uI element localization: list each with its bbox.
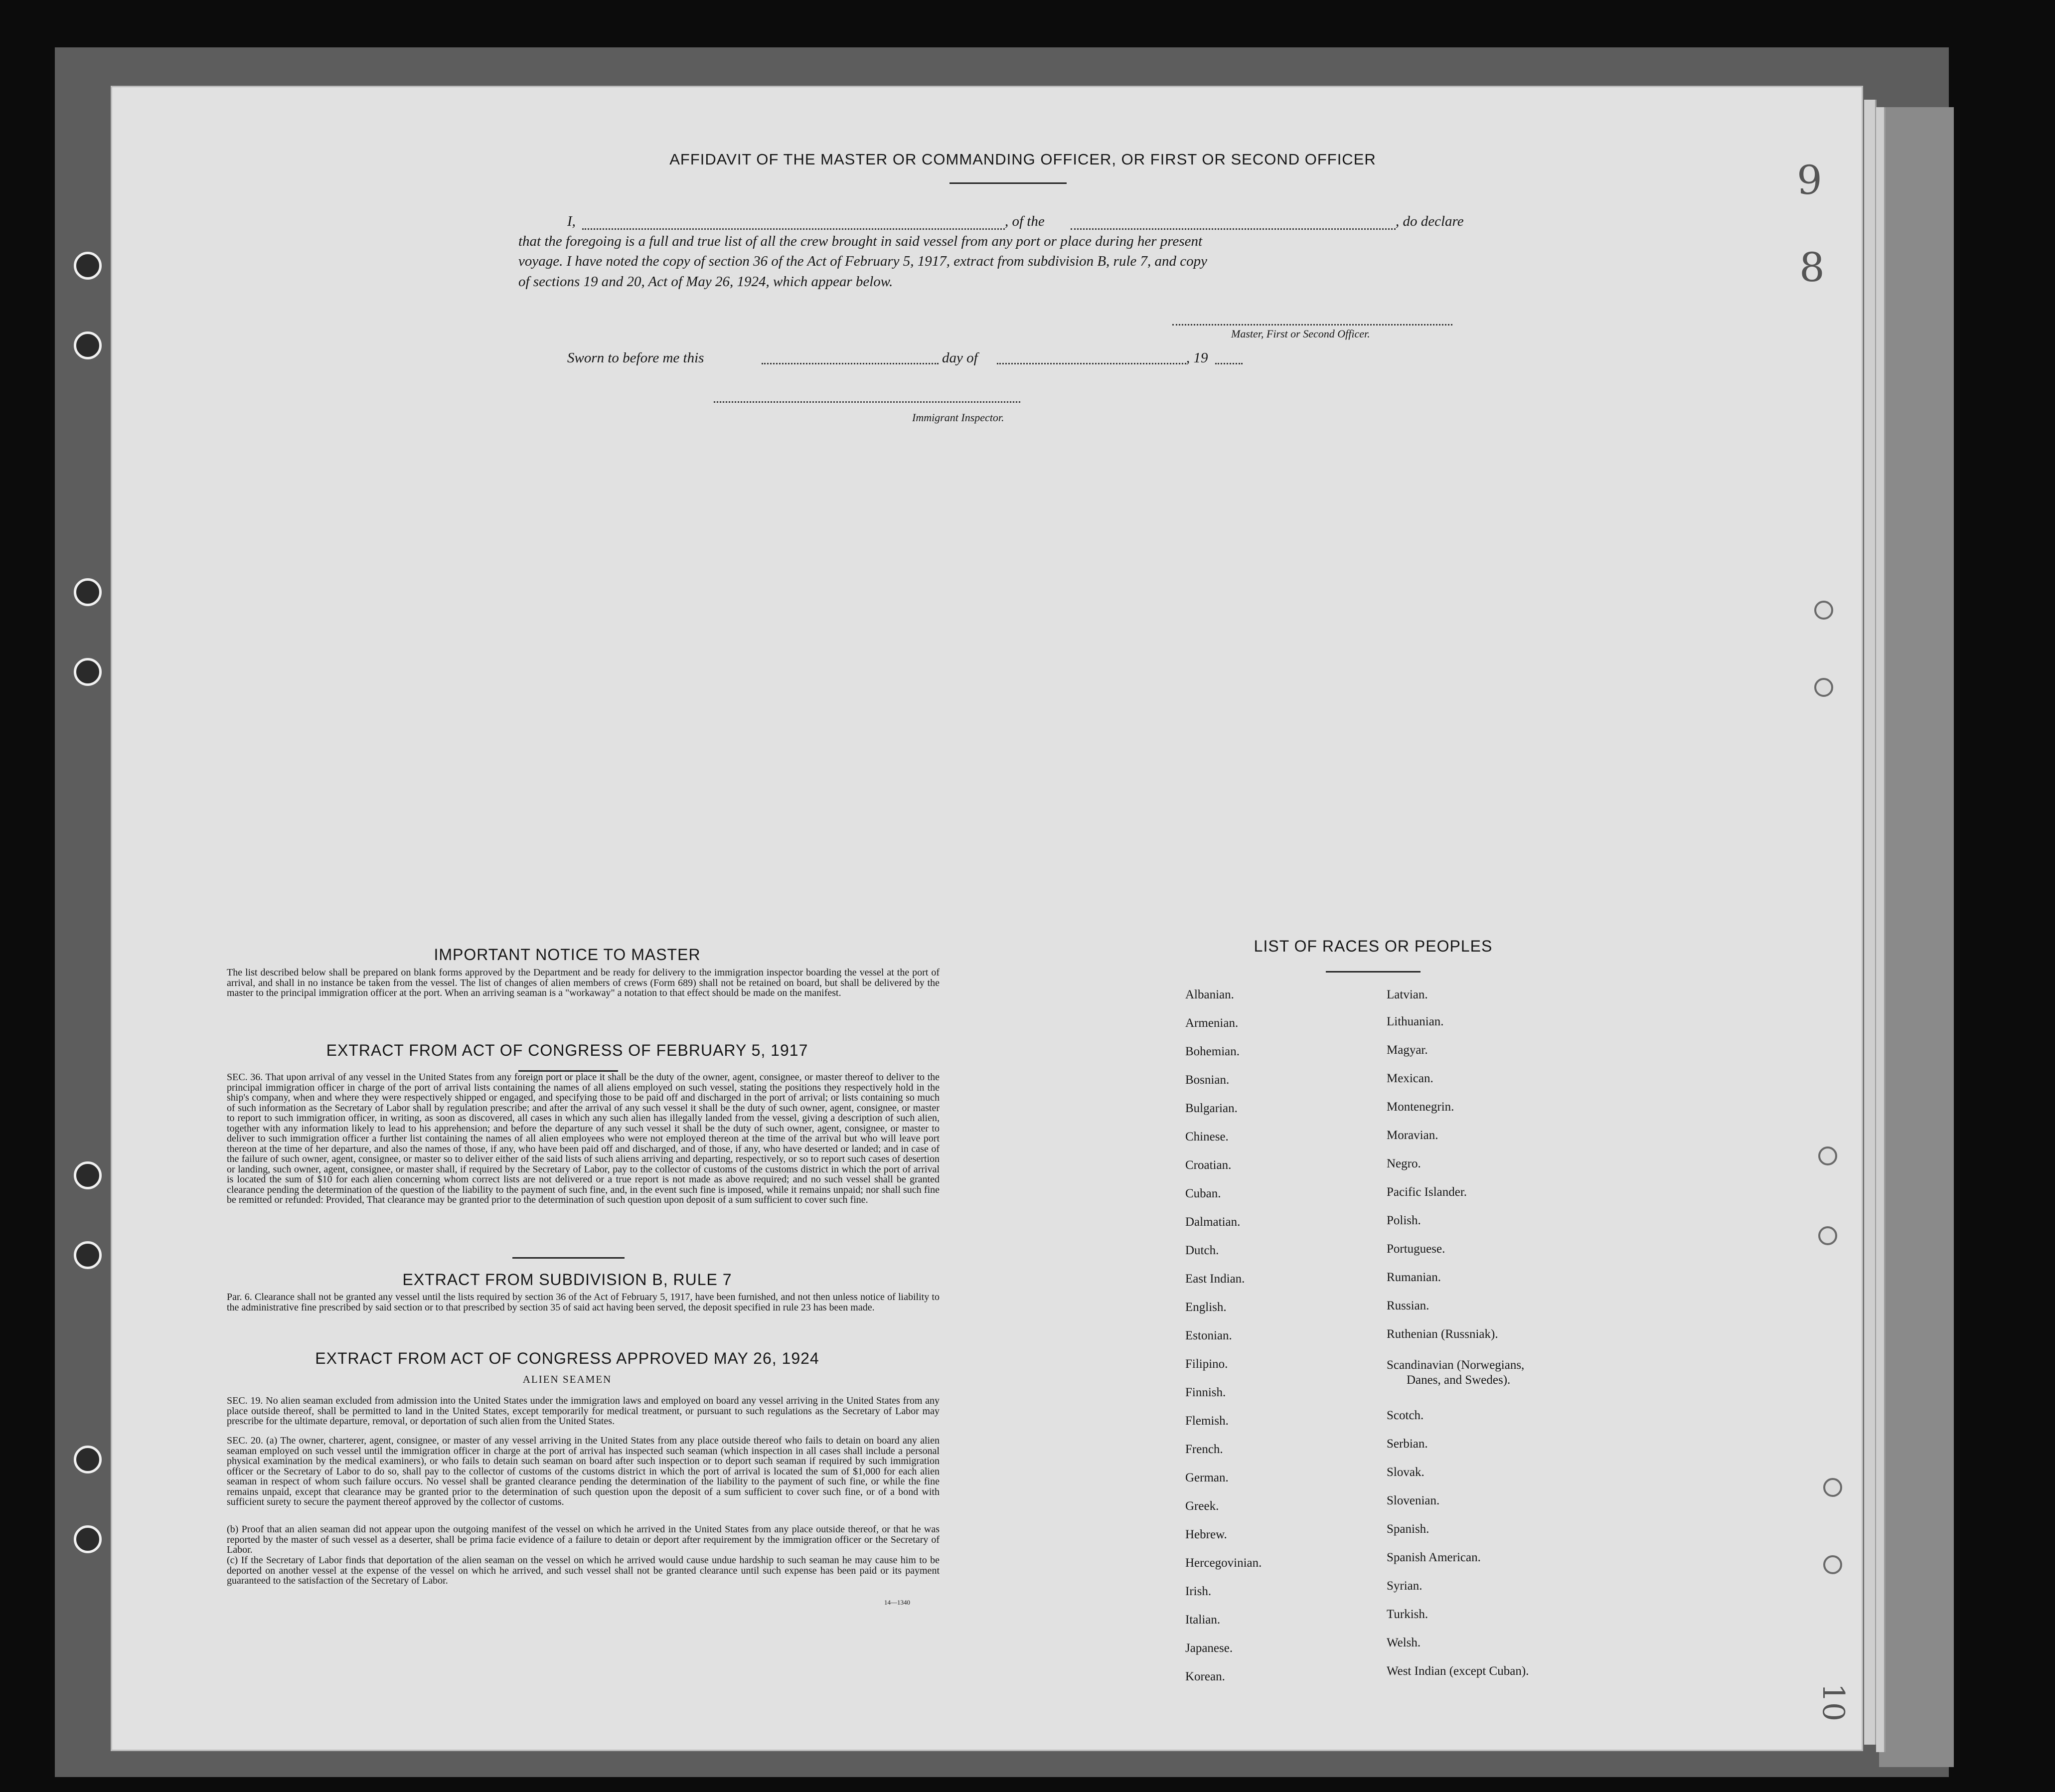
vessel-prefix: , of the <box>1005 213 1045 229</box>
sworn-year-line <box>1215 363 1243 364</box>
binder-hole <box>74 1525 102 1553</box>
race-item: Finnish. <box>1185 1386 1226 1399</box>
race-item: Greek. <box>1185 1499 1219 1513</box>
binder-hole <box>74 1161 102 1189</box>
sworn-day-line <box>762 363 939 364</box>
sworn-month-line <box>997 363 1186 364</box>
form-number: 14—1340 <box>884 1599 910 1606</box>
extract-1917-title: EXTRACT FROM ACT OF CONGRESS OF FEBRUARY 5, 1917 <box>326 1041 808 1059</box>
binder-hole <box>74 578 102 606</box>
race-item: English. <box>1185 1301 1227 1314</box>
rule7-text: Par. 6. Clearance shall not be granted any vessel until the lists required by section 36 of the Act of February 5, 1917, have been furnished, and not then unless notice of liability to the administrative fine prescribed by said section or to that prescribed by section 35 of said act having been served, the deposit specified in rule 23 has been made. <box>227 1292 940 1313</box>
sworn-text: Sworn to before me this <box>567 350 704 366</box>
page-stack-edge <box>1879 107 1954 1767</box>
affidavit-body-line: that the foregoing is a full and true list of all the crew brought in said vessel from any port or place during her present <box>518 233 1203 249</box>
race-item: Dalmatian. <box>1185 1215 1241 1229</box>
binder-hole <box>74 658 102 686</box>
race-item: Dutch. <box>1185 1244 1219 1257</box>
race-item: Flemish. <box>1185 1414 1229 1428</box>
affidavit-body-line: of sections 19 and 20, Act of May 26, 1924, which appear below. <box>518 274 893 290</box>
punch-hole <box>1818 1146 1837 1165</box>
race-item: Scotch. <box>1387 1409 1424 1422</box>
margin-mark: 10 <box>1816 1683 1851 1722</box>
race-item: Serbian. <box>1387 1437 1428 1451</box>
punch-hole <box>1823 1478 1842 1497</box>
sec20b-text: (b) Proof that an alien seaman did not appear upon the outgoing manifest of the vessel on which he arrived in the United States from any place outside thereof, or that he was reported by the master of such vessel as a deserter, shall be prima facie evidence of a failure to detain or deport after requirement by the immigration officer or the Secretary of Labor. <box>227 1524 940 1555</box>
race-item: Latvian. <box>1387 988 1428 1001</box>
race-item: East Indian. <box>1185 1272 1245 1286</box>
affidavit-body-line: voyage. I have noted the copy of section 36 of the Act of February 5, 1917, extract from subdivision B, rule 7, and copy <box>518 253 1208 269</box>
race-item: Scandinavian (Norwegians, <box>1387 1358 1525 1372</box>
extract-1924-title: EXTRACT FROM ACT OF CONGRESS APPROVED MAY 26, 1924 <box>315 1349 819 1367</box>
rule7-title: EXTRACT FROM SUBDIVISION B, RULE 7 <box>402 1271 732 1289</box>
race-item: Italian. <box>1185 1613 1221 1627</box>
race-item: Albanian. <box>1185 988 1234 1001</box>
race-item: Slovak. <box>1387 1466 1424 1479</box>
vessel-name-line <box>1071 228 1396 230</box>
race-item: Spanish American. <box>1387 1551 1481 1564</box>
race-item: Danes, and Swedes). <box>1407 1373 1511 1387</box>
affiant-name-line <box>582 228 1005 230</box>
race-item: Polish. <box>1387 1214 1421 1227</box>
race-item: Turkish. <box>1387 1608 1428 1621</box>
sec19-text: SEC. 19. No alien seaman excluded from admission into the United States under the immigration laws and employed on board any vessel arriving in the United States from any place outside thereof, shall be permitted to land in the United States, except temporarily for medical treatment, or pursuant to such regulations as the Secretary of Labor may prescribe for the ultimate departure, removal, or deportation of such alien from the United States. <box>227 1395 940 1427</box>
affiant-prefix: I, <box>567 213 576 229</box>
race-item: Armenian. <box>1185 1016 1239 1030</box>
race-item: Russian. <box>1387 1299 1429 1312</box>
race-item: Magyar. <box>1387 1043 1428 1057</box>
race-item: Rumanian. <box>1387 1271 1441 1284</box>
inspector-caption: Immigrant Inspector. <box>912 411 1004 424</box>
binder-hole <box>74 1241 102 1269</box>
page-edge <box>1876 107 1886 1752</box>
race-item: Bosnian. <box>1185 1073 1230 1087</box>
race-item: Bulgarian. <box>1185 1102 1238 1115</box>
race-item: Mexican. <box>1387 1072 1433 1085</box>
margin-mark: 9 <box>1797 157 1822 203</box>
race-item: Moravian. <box>1387 1129 1438 1142</box>
page-edge <box>1864 100 1877 1745</box>
race-item: Japanese. <box>1185 1641 1233 1655</box>
race-item: Chinese. <box>1185 1130 1229 1143</box>
punch-hole <box>1818 1226 1837 1245</box>
race-item: Negro. <box>1387 1157 1421 1170</box>
affidavit-title: AFFIDAVIT OF THE MASTER OR COMMANDING OFFICER, OR FIRST OR SECOND OFFICER <box>669 151 1376 168</box>
sec20-text: SEC. 20. (a) The owner, charterer, agent, consignee, or master of any vessel arriving in the United States from any place outside thereof who fails to detain on board any alien seaman employed on such vessel until the immigration officer in charge at the port of arrival has inspected such seaman (which inspection in all cases shall include a personal physical examination by the medical examiners), or who fails to detain such seaman on board after such inspection or to deport such seaman if required by such immigration officer or the Secretary of Labor to do so, shall pay to the collector of customs of the customs district in which the port of arrival is located the sum of $1,000 for each alien seaman in respect of whom such failure occurs. No vessel shall be granted clearance pending the determination of the liability to the payment of such fine, or while the fine remains unpaid, except that clearance may be granted prior to the determination of such question upon the deposit of a sum sufficient to cover such fine, or of a bond with sufficient surety to secure the payment thereof approved by the collector of customs. <box>227 1435 940 1507</box>
race-item: Korean. <box>1185 1670 1225 1683</box>
signature-line <box>1172 324 1452 326</box>
punch-hole <box>1814 601 1833 620</box>
title-rule <box>949 182 1067 184</box>
section-rule <box>512 1257 625 1259</box>
race-item: Portuguese. <box>1387 1242 1445 1256</box>
race-item: Lithuanian. <box>1387 1015 1444 1028</box>
binder-hole <box>74 1446 102 1473</box>
race-item: Irish. <box>1185 1585 1212 1598</box>
race-item: Filipino. <box>1185 1357 1228 1371</box>
race-item: Ruthenian (Russniak). <box>1387 1327 1498 1341</box>
race-item: West Indian (except Cuban). <box>1387 1664 1529 1678</box>
race-item: Pacific Islander. <box>1387 1185 1467 1199</box>
race-item: Montenegrin. <box>1387 1100 1454 1114</box>
race-item: Bohemian. <box>1185 1045 1240 1058</box>
extract-1917-text: SEC. 36. That upon arrival of any vessel in the United States from any foreign port or place it shall be the duty of the owner, agent, consignee, or master thereof to deliver to the principal immigration officer in charge of the port of arrival lists containing the names of all aliens employed on such vessel, stating the positions they respectively hold in the ship's company, when and where they were respectively shipped or engaged, and specifying those to be paid off and discharged in the port of arrival; or lists containing so much of such information as the Secretary of Labor shall by regulation prescribe; and after the arrival of any such vessel it shall be the duty of such owner, agent, consignee, or master to report to such immigration officer, in writing, as soon as discovered, all cases in which any such alien has illegally landed from the vessel, giving a description of such alien, together with any information likely to lead to his apprehension; and before the departure of any such vessel it shall be the duty of such owner, agent, consignee, or master to deliver to such immigration officer a further list containing the names of all alien employees who were not employed thereon at the time of the arrival but who will leave port thereon at the time of her departure, and also the names of those, if any, who have been paid off and discharged, and of those, if any, who have deserted or landed; and in case of the failure of such owner, agent, consignee, or master so to deliver either of the said lists of such aliens arriving and departing, respectively, or so to report such cases of desertion or landing, such owner, agent, consignee, or master shall, if required by the Secretary of Labor, pay to the collector of customs of the customs district in which the port of arrival is located the sum of $10 for each alien concerning whom correct lists are not delivered or a true report is not made as above required; and no such vessel shall be granted clearance pending the determination of the question of the liability to the payment of such fine, and, in the event such fine is imposed, while it remains unpaid; nor shall such fine be remitted or refunded: Provided, That clearance may be granted prior to the determination of such question upon deposit of a sum sufficient to cover such fine. <box>227 1072 940 1205</box>
notice-title: IMPORTANT NOTICE TO MASTER <box>434 946 701 964</box>
race-item: Syrian. <box>1387 1579 1423 1593</box>
race-item: German. <box>1185 1471 1229 1484</box>
race-item: Spanish. <box>1387 1522 1429 1536</box>
binder-hole <box>74 252 102 280</box>
declare-text: , do declare <box>1396 213 1464 229</box>
binder-hole <box>74 331 102 359</box>
sworn-day-label: day of <box>942 350 978 366</box>
inspector-signature-line <box>714 401 1020 403</box>
section-rule <box>1326 971 1421 973</box>
punch-hole <box>1814 678 1833 697</box>
race-item: Hebrew. <box>1185 1528 1227 1541</box>
race-item: Cuban. <box>1185 1187 1221 1200</box>
alien-seamen-subtitle: ALIEN SEAMEN <box>522 1373 612 1385</box>
sworn-year: , 19 <box>1186 350 1208 366</box>
signature-caption: Master, First or Second Officer. <box>1231 327 1370 340</box>
race-item: Estonian. <box>1185 1329 1232 1342</box>
sec20c-text: (c) If the Secretary of Labor finds that deportation of the alien seaman on the vessel on which he arrived would cause undue hardship to such seaman he may cause him to be deported on another vessel at the expense of the vessel on which he arrived, and such vessel shall not be granted clearance until such expense has been paid or its payment guaranteed to the satisfaction of the Secretary of Labor. <box>227 1555 940 1586</box>
race-item: Slovenian. <box>1387 1494 1440 1507</box>
race-item: Welsh. <box>1387 1636 1421 1649</box>
race-item: Hercegovinian. <box>1185 1556 1262 1570</box>
races-title: LIST OF RACES OR PEOPLES <box>1254 937 1493 955</box>
notice-text: The list described below shall be prepared on blank forms approved by the Department and be ready for delivery to the immigration inspector boarding the vessel at the port of arrival, and shall in no instance be taken from the vessel. The list of changes of alien members of crews (Form 689) shall not be retained on board, but shall be delivered by the master to the principal immigration officer at the port. When an arriving seaman is a "workaway" a notation to that effect should be made on the manifest. <box>227 967 940 998</box>
race-item: Croatian. <box>1185 1158 1232 1172</box>
margin-mark: 8 <box>1799 244 1825 291</box>
punch-hole <box>1823 1555 1842 1574</box>
race-item: French. <box>1185 1443 1223 1456</box>
